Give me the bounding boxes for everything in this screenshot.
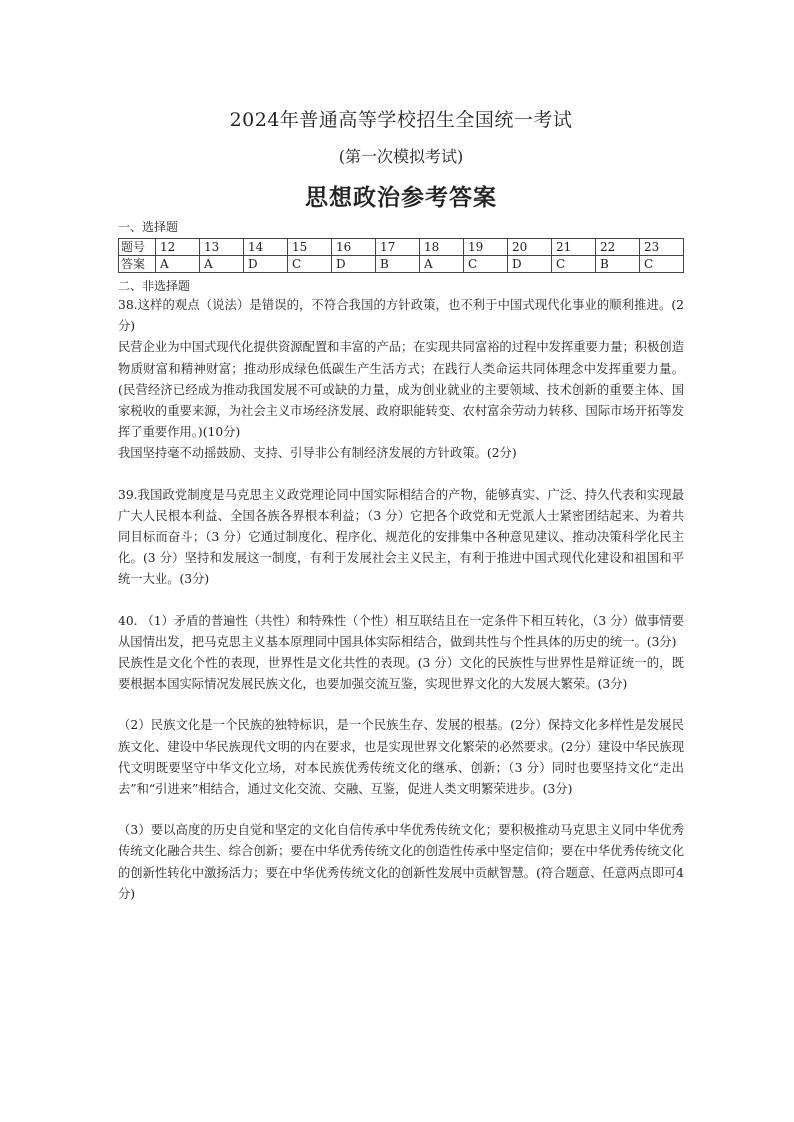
spacer (118, 800, 684, 820)
question-number: 22 (596, 239, 640, 256)
answer-cell: C (288, 256, 332, 273)
answer-table (118, 238, 684, 273)
answer-cell: C (640, 256, 684, 273)
page-heading: 思想政治参考答案 (305, 184, 497, 211)
answer-cell: C (552, 256, 596, 273)
answer-38-part3: 我国坚持毫不动摇鼓励、支持、引导非公有制经济发展的方针政策。(2分) (118, 446, 517, 461)
table-row-answers (119, 256, 684, 273)
answer-40-1-part1: 40. （1）矛盾的普遍性（共性）和特殊性（个性）相互联结且在一定条件下相互转化，（3 分）做事情要从国情出发，把马克思主义基本原理同中国具体实际相结合，做到共性与个性具体的历史的统一。(3分) (118, 613, 684, 649)
question-number: 16 (332, 239, 376, 256)
answer-38-part2: 民营企业为中国式现代化提供资源配置和丰富的产品；在实现共同富裕的过程中发挥重要力量；积极创造物质财富和精神财富；推动形成绿色低碳生产生活方式；在践行人类命运共同体理念中发挥重要力量。(民营经济已经成为推动我国发展不可或缺的力量，成为创业就业的主要领域、技术创新的重要主体、国家税收的重要来源，为社会主义市场经济发展、政府职能转变、农村富余劳动力转移、国际市场开拓等发挥了重要作用。)(10分) (118, 340, 684, 440)
answer-cell: B (596, 256, 640, 273)
answer-sheet (118, 100, 684, 905)
row-label-answer: 答案 (119, 256, 156, 273)
question-number: 19 (464, 239, 508, 256)
spacer (118, 465, 684, 485)
question-number: 20 (508, 239, 552, 256)
answer-cell: A (200, 256, 244, 273)
answer-cell: D (332, 256, 376, 273)
question-number: 18 (420, 239, 464, 256)
row-label-question: 题号 (119, 239, 156, 256)
exam-subtitle: (第一次模拟考试) (338, 147, 464, 166)
question-number: 15 (288, 239, 332, 256)
answer-cell: D (508, 256, 552, 273)
spacer (118, 695, 684, 715)
answer-40-2: （2）民族文化是一个民族的独特标识，是一个民族生存、发展的根基。(2分）保持文化多样性是发展民族文化、建设中华民族现代文明的内在要求，也是实现世界文化繁荣的必然要求。(2分）建设中华民族现代文明既要坚守中华文化立场，对本民族优秀传统文化的继承、创新；（3 分）同时也要坚持文化“走出去”和“引进来”相结合，通过文化交流、交融、互鉴，促进人类文明繁荣进步。(3分) (118, 718, 684, 797)
question-number: 17 (376, 239, 420, 256)
answer-38-part1: 38.这样的观点（说法）是错误的，不符合我国的方针政策，也不利于中国式现代化事业的顺利推进。(2分) (118, 298, 684, 334)
section-choice-label: 一、选择题 (118, 220, 179, 234)
answer-cell: C (464, 256, 508, 273)
answer-cell: D (244, 256, 288, 273)
answer-39: 39.我国政党制度是马克思主义政党理论同中国实际相结合的产物，能够真实、广泛、持久代表和实现最广大人民根本利益、全国各族各界根本利益；（3 分）它把各个政党和无党派人士紧密团结起来、为着共同目标而奋斗；（3 分）它通过制度化、程序化、规范化的安排集中各种意见建议、推动决策科学化民主化。(3 分）坚持和发展这一制度，有利于发展社会主义民主，有利于推进中国式现代化建设和祖国和平统一大业。(3分) (118, 487, 684, 587)
table-row-questions (119, 239, 684, 256)
spacer (118, 591, 684, 611)
section-essay-label: 二、非选择题 (118, 279, 191, 293)
answer-40-1-part2: 民族性是文化个性的表现，世界性是文化共性的表现。(3 分）文化的民族性与世界性是辩证统一的，既要根据本国实际情况发展民族文化，也要加强交流互鉴，实现世界文化的大发展大繁荣。(3分) (118, 656, 684, 692)
answer-cell: B (376, 256, 420, 273)
question-number: 14 (244, 239, 288, 256)
question-number: 21 (552, 239, 596, 256)
question-number: 13 (200, 239, 244, 256)
answer-cell: A (420, 256, 464, 273)
question-number: 23 (640, 239, 684, 256)
answer-cell: A (156, 256, 200, 273)
question-number: 12 (156, 239, 200, 256)
exam-title: 2024年普通高等学校招生全国统一考试 (229, 109, 573, 131)
answer-40-3: （3）要以高度的历史自觉和坚定的文化自信传承中华优秀传统文化；要积极推动马克思主义同中华优秀传统文化融合共生、综合创新；要在中华优秀传统文化的创造性传承中坚定信仰；要在中华优秀传统文化的创新性转化中激扬活力；要在中华优秀传统文化的创新性发展中贡献智慧。(符合题意、任意两点即可4分) (118, 823, 684, 901)
